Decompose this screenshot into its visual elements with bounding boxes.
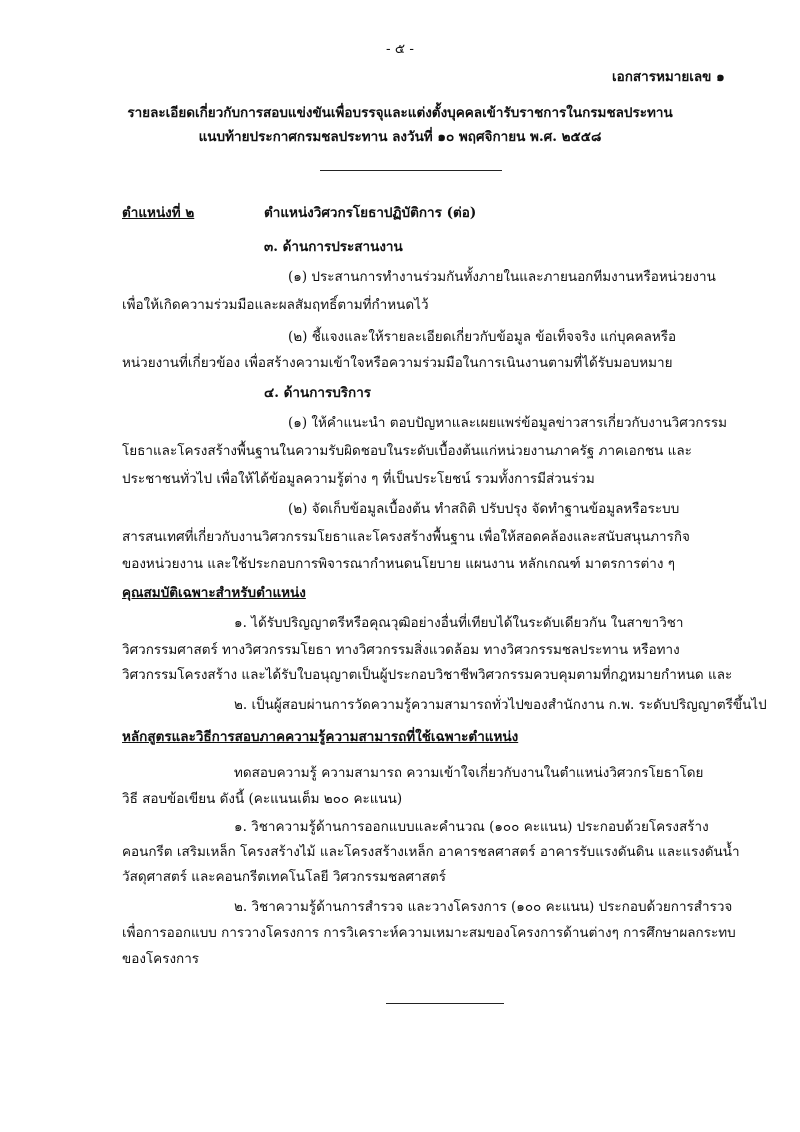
section-4-item-2-line-1: (๒) จัดเก็บข้อมูลเบื้องต้น ทำสถิติ ปรับปรุง จัดทำฐานข้อมูลหรือระบบ [288, 501, 680, 517]
subject-2-line-2: เพื่อการออกแบบ การวางโครงการ การวิเคราะห์ความเหมาะสมของโครงการด้านต่างๆ การศึกษาผลกระทบ [122, 925, 736, 941]
qualification-1-line-3: วิศวกรรมโครงสร้าง และได้รับใบอนุญาตเป็นผู้ประกอบวิชาชีพวิศวกรรมควบคุมตามที่กฎหมายกำหนด และ [122, 667, 733, 683]
qualification-2-line-1: ๒. เป็นผู้สอบผ่านการวัดความรู้ความสามารถทั่วไปของสำนักงาน ก.พ. ระดับปริญญาตรีขึ้นไป [234, 697, 767, 713]
section-3-heading: ๓. ด้านการประสานงาน [264, 239, 403, 255]
subject-1-line-3: วัสดุศาสตร์ และคอนกรีตเทคโนโลยี วิศวกรรมชลศาสตร์ [122, 869, 446, 885]
position-title: ตำแหน่งวิศวกรโยธาปฏิบัติการ (ต่อ) [264, 205, 477, 221]
qualification-1-line-2: วิศวกรรมศาสตร์ ทางวิศวกรรมโยธา ทางวิศวกรรมสิ่งแวดล้อม ทางวิศวกรรมชลประทาน หรือทาง [122, 642, 680, 658]
section-3-item-1-line-1: (๑) ประสานการทำงานร่วมกันทั้งภายในและภายนอกทีมงานหรือหน่วยงาน [288, 269, 716, 285]
qualification-1-line-1: ๑. ได้รับปริญญาตรีหรือคุณวุฒิอย่างอื่นที่เทียบได้ในระดับเดียวกัน ในสาขาวิชา [234, 615, 684, 631]
subject-1-line-2: คอนกรีต เสริมเหล็ก โครงสร้างไม้ และโครงสร้างเหล็ก อาคารชลศาสตร์ อาคารรับแรงดันดิน และแรงดันน้ำ [122, 844, 740, 860]
section-3-item-2-line-1: (๒) ชี้แจงและให้รายละเอียดเกี่ยวกับข้อมูล ข้อเท็จจริง แก่บุคคลหรือ [288, 329, 677, 345]
section-3-item-1-line-2: เพื่อให้เกิดความร่วมมือและผลสัมฤทธิ์ตามที่กำหนดไว้ [122, 297, 429, 313]
footer-divider [386, 1003, 504, 1004]
section-4-item-2-line-2: สารสนเทศที่เกี่ยวกับงานวิศวกรรมโยธาและโครงสร้างพื้นฐาน เพื่อให้สอดคล้องและสนับสนุนภารกิจ [122, 529, 690, 545]
position-label: ตำแหน่งที่ ๒ [122, 205, 195, 221]
section-4-item-1-line-2: โยธาและโครงสร้างพื้นฐานในความรับผิดชอบในระดับเบื้องต้นแก่หน่วยงานภาครัฐ ภาคเอกชน และ [122, 443, 692, 459]
page-number: - ๕ - [386, 41, 414, 57]
document-title-line-1: รายละเอียดเกี่ยวกับการสอบแข่งขันเพื่อบรรจุและแต่งตั้งบุคคลเข้ารับราชการในกรมชลประทาน [127, 105, 673, 121]
section-4-item-1-line-1: (๑) ให้คำแนะนำ ตอบปัญหาและเผยแพร่ข้อมูลข่าวสารเกี่ยวกับงานวิศวกรรม [288, 415, 727, 431]
subject-2-line-3: ของโครงการ [122, 951, 200, 967]
curriculum-intro-line-2: วิธี สอบข้อเขียน ดังนี้ (คะแนนเต็ม ๒๐๐ คะแนน) [122, 791, 403, 807]
section-4-item-1-line-3: ประชาชนทั่วไป เพื่อให้ได้ข้อมูลความรู้ต่าง ๆ ที่เป็นประโยชน์ รวมทั้งการมีส่วนร่วม [122, 471, 595, 487]
subject-2-line-1: ๒. วิชาความรู้ด้านการสำรวจ และวางโครงการ (๑๐๐ คะแนน) ประกอบด้วยการสำรวจ [234, 899, 733, 915]
header-divider [320, 170, 502, 171]
curriculum-heading: หลักสูตรและวิธีการสอบภาคความรู้ความสามารถที่ใช้เฉพาะตำแหน่ง [122, 729, 519, 745]
section-4-item-2-line-3: ของหน่วยงาน และใช้ประกอบการพิจารณากำหนดนโยบาย แผนงาน หลักเกณฑ์ มาตรการต่าง ๆ [122, 556, 675, 572]
document-number: เอกสารหมายเลข ๑ [612, 69, 725, 85]
qualifications-heading: คุณสมบัติเฉพาะสำหรับตำแหน่ง [122, 585, 306, 601]
section-4-heading: ๔. ด้านการบริการ [264, 385, 372, 401]
document-title-line-2: แนบท้ายประกาศกรมชลประทาน ลงวันที่ ๑๐ พฤศจิกายน พ.ศ. ๒๕๕๘ [198, 129, 602, 145]
curriculum-intro-line-1: ทดสอบความรู้ ความสามารถ ความเข้าใจเกี่ยวกับงานในตำแหน่งวิศวกรโยธาโดย [234, 765, 704, 781]
section-3-item-2-line-2: หน่วยงานที่เกี่ยวข้อง เพื่อสร้างความเข้าใจหรือความร่วมมือในการเนินงานตามที่ได้รับมอบหมาย [122, 355, 673, 371]
subject-1-line-1: ๑. วิชาความรู้ด้านการออกแบบและคำนวณ (๑๐๐ คะแนน) ประกอบด้วยโครงสร้าง [234, 819, 709, 835]
